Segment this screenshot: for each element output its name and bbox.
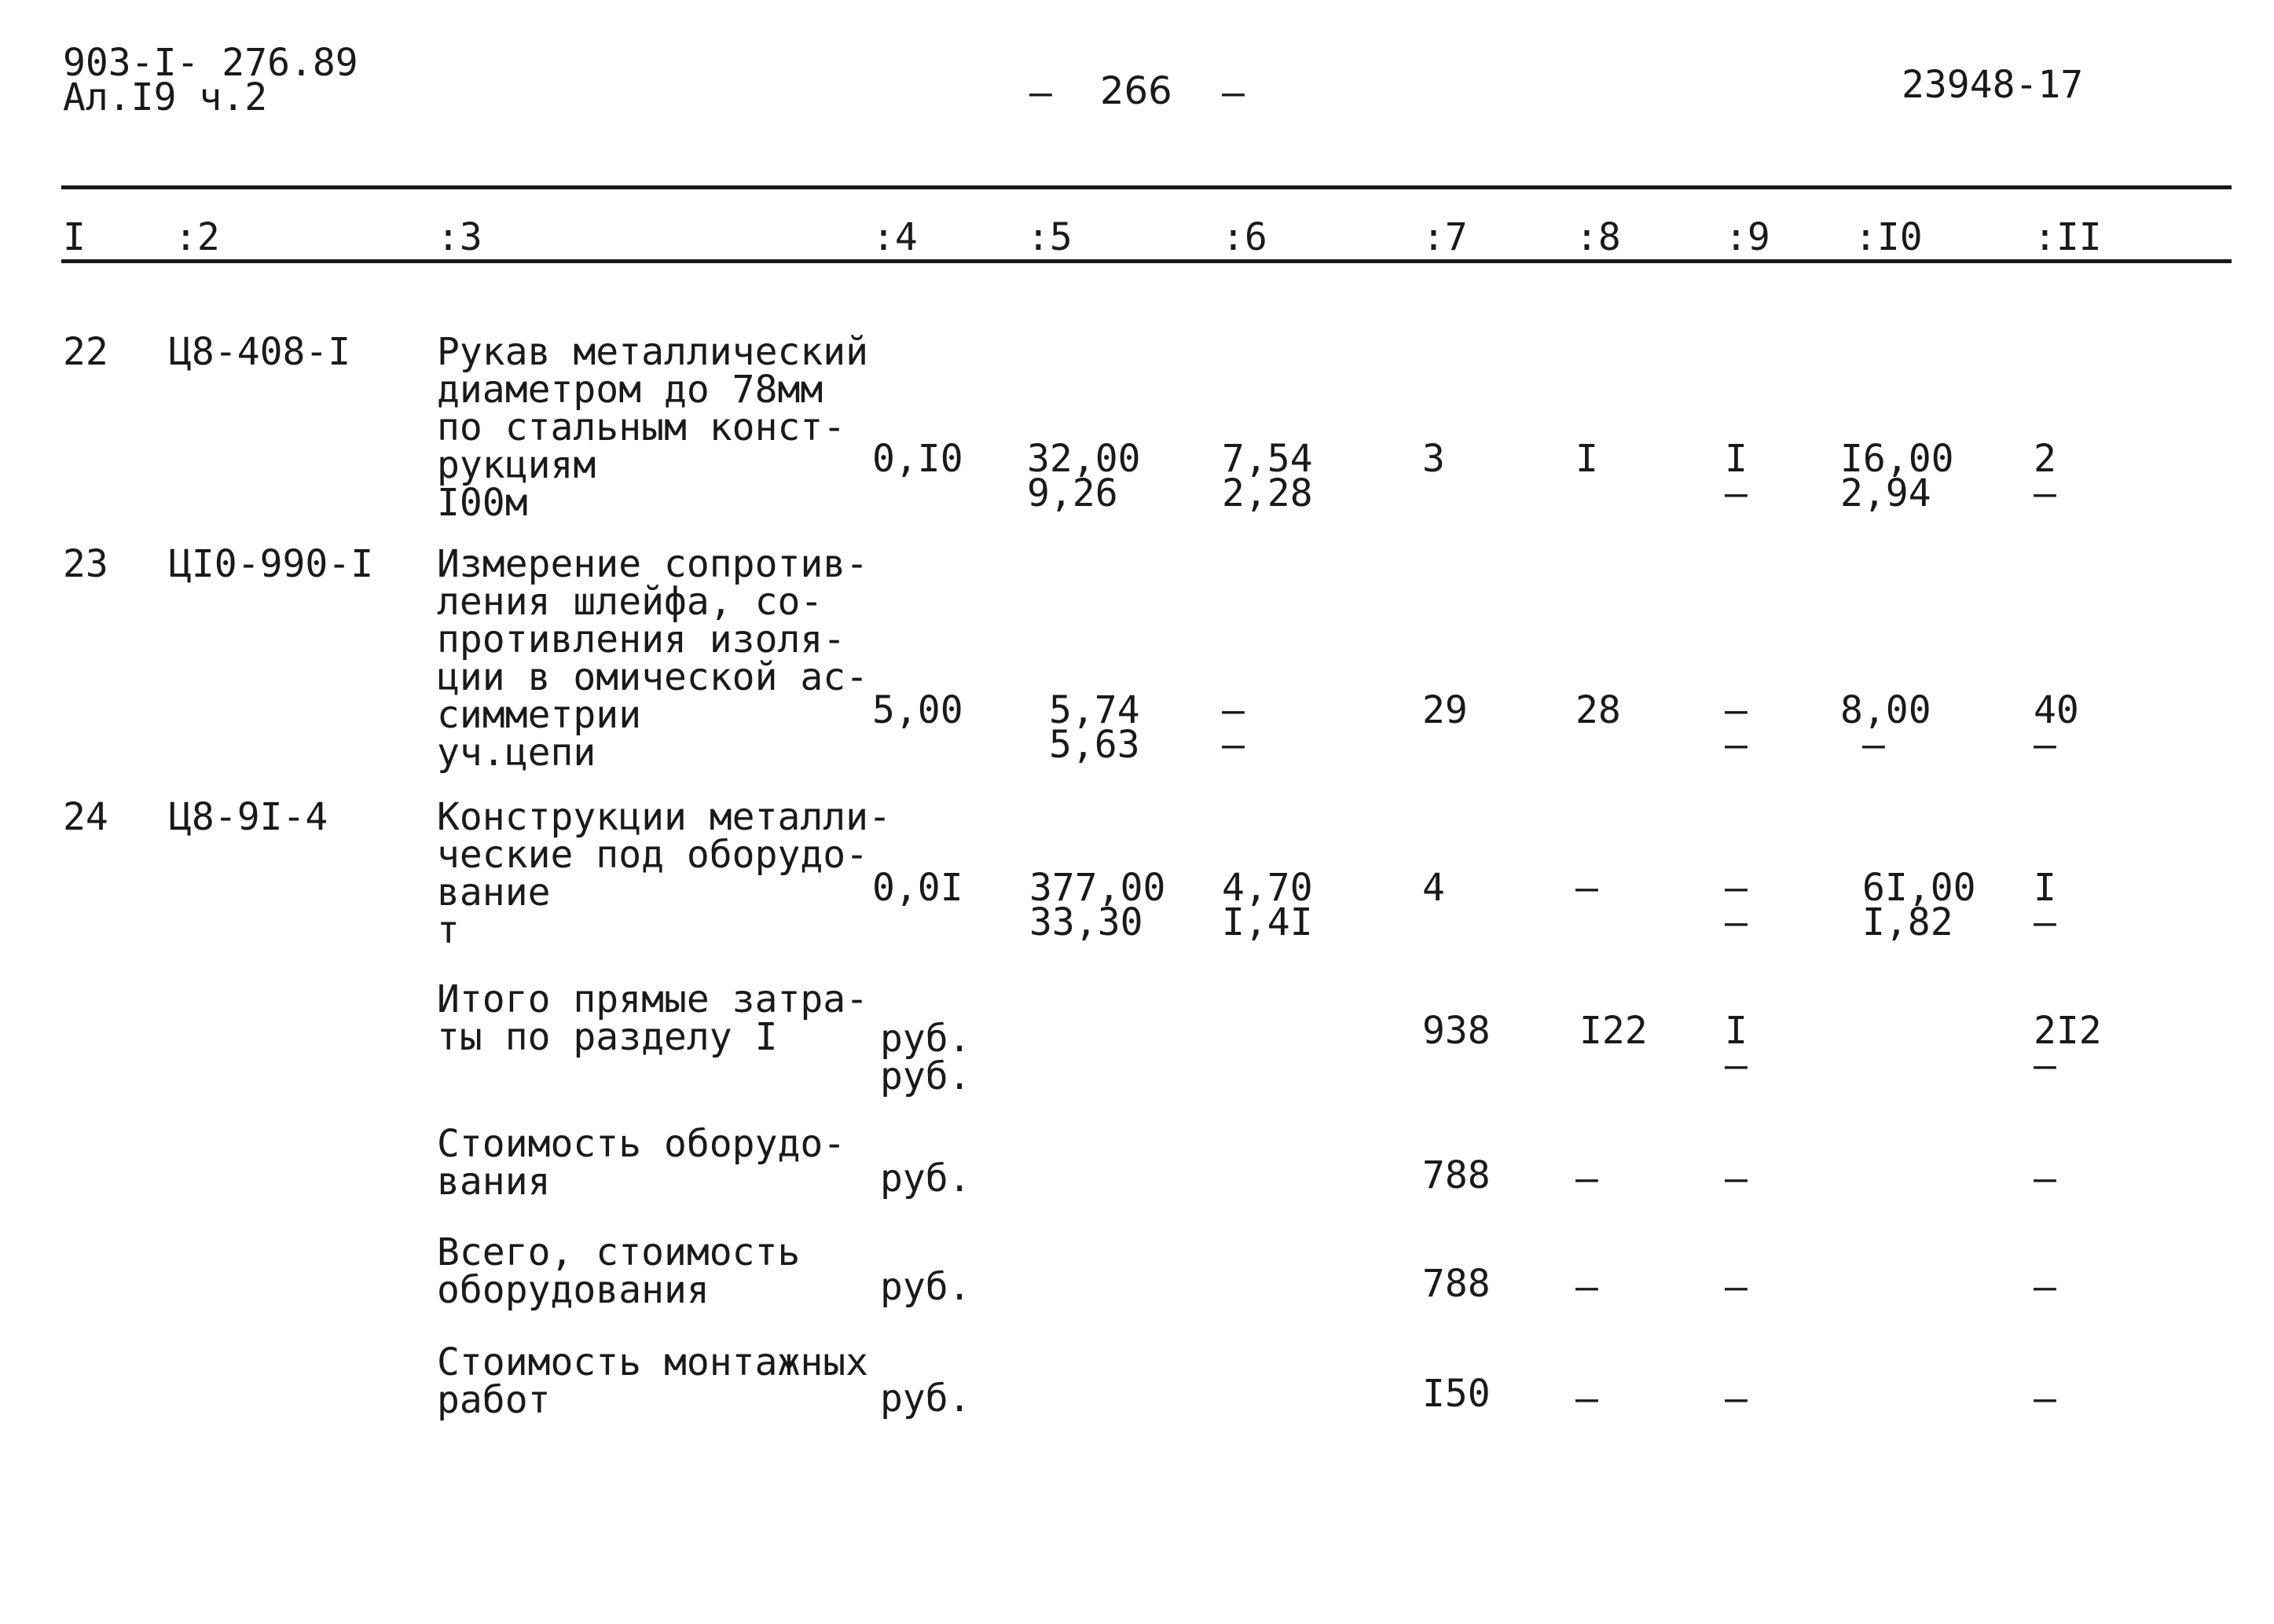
quantity: 5,00 — [872, 688, 963, 732]
machine-total: I — [1725, 437, 1748, 481]
machine-total: – — [1725, 866, 1748, 910]
col-header-5: :5 — [1027, 215, 1073, 259]
summary-unit: руб. — [880, 1265, 971, 1309]
summary-labor-machinist: – — [2034, 1043, 2056, 1087]
machine-total-wages: – — [1725, 900, 1748, 944]
total-wages: 28 — [1575, 688, 1621, 732]
summary-total-cost: 788 — [1422, 1262, 1491, 1306]
col-header-10: :I0 — [1854, 215, 1923, 259]
summary-total-cost: I50 — [1422, 1372, 1491, 1416]
summary-description: Всего, стоимость оборудования — [437, 1230, 801, 1312]
rate-code: Ц8-9I-4 — [169, 795, 328, 839]
row-number: 24 — [63, 795, 108, 839]
unit-cost-total: 5,74 — [1049, 688, 1140, 732]
col-header-6: :6 — [1222, 215, 1267, 259]
labor-total-machinist: – — [2034, 471, 2056, 515]
labor-total-machinist: – — [2034, 900, 2056, 944]
col-header-4: :4 — [872, 215, 918, 259]
unit-cost-total: 377,00 — [1029, 866, 1166, 910]
inventory-number: 23948-17 — [1902, 63, 2084, 107]
machine-wages: 2,28 — [1222, 471, 1313, 515]
page-number-dash-left: – — [1029, 71, 1052, 115]
rate-code: ЦI0-990-I — [169, 542, 374, 586]
summary-labor-total: – — [2034, 1265, 2056, 1309]
labor-total: 40 — [2034, 688, 2079, 732]
unit-cost-wages: 33,30 — [1029, 900, 1143, 944]
document-code: 903-I- 276.89 — [63, 41, 358, 85]
page-number-dash-right: – — [1222, 71, 1245, 115]
labor-unit-machinist: 2,94 — [1840, 471, 1931, 515]
album-reference: Ал.I9 ч.2 — [63, 75, 268, 119]
summary-unit: руб. руб. — [880, 1017, 971, 1098]
machine-total-wages: – — [1725, 471, 1748, 515]
machine-cost: – — [1222, 688, 1245, 732]
row-number: 23 — [63, 542, 108, 586]
labor-unit-machinist: I,82 — [1862, 900, 1953, 944]
labor-unit: 6I,00 — [1862, 866, 1976, 910]
machine-total-wages: – — [1725, 723, 1748, 767]
labor-unit: I6,00 — [1840, 437, 1954, 481]
col-header-9: :9 — [1725, 215, 1770, 259]
col-header-1: I — [63, 215, 86, 259]
col-header-3: :3 — [437, 215, 482, 259]
machine-total: – — [1725, 688, 1748, 732]
item-description: Измерение сопротив- ления шлейфа, со- противления изоля- ции в омической ас- симметрии уч.цепи — [437, 542, 869, 775]
summary-description: Стоимость монтажных работ — [437, 1340, 869, 1422]
summary-total-wages: – — [1575, 1157, 1598, 1201]
item-description: Конструкции металли- ческие под оборудо- вание т — [437, 795, 891, 952]
machine-cost: 7,54 — [1222, 437, 1313, 481]
summary-description: Стоимость оборудо- вания — [437, 1122, 846, 1204]
item-description: Рукав металлический диаметром до 78мм по стальным конст- рукциям I00м — [437, 330, 869, 525]
summary-labor-total: – — [2034, 1377, 2056, 1421]
summary-unit: руб. — [880, 1377, 971, 1421]
labor-total: I — [2034, 866, 2056, 910]
labor-unit-machinist: – — [1862, 723, 1885, 767]
labor-unit: 8,00 — [1840, 688, 1931, 732]
labor-total: 2 — [2034, 437, 2056, 481]
summary-labor-total: 2I2 — [2034, 1009, 2102, 1053]
row-number: 22 — [63, 330, 108, 374]
header-top-rule — [61, 185, 2232, 189]
total-wages: – — [1575, 866, 1598, 910]
summary-machine-total: – — [1725, 1265, 1748, 1309]
summary-total-cost: 788 — [1422, 1153, 1491, 1197]
summary-labor-total: – — [2034, 1157, 2056, 1201]
summary-total-cost: 938 — [1422, 1009, 1491, 1053]
summary-total-wages: I22 — [1579, 1009, 1648, 1053]
page-number: 266 — [1100, 69, 1172, 113]
col-header-8: :8 — [1575, 215, 1621, 259]
summary-machine-wages: – — [1725, 1043, 1748, 1087]
unit-cost-wages: 9,26 — [1027, 471, 1118, 515]
machine-wages: – — [1222, 723, 1245, 767]
summary-machine-total: – — [1725, 1377, 1748, 1421]
machine-wages: I,4I — [1222, 900, 1313, 944]
rate-code: Ц8-408-I — [169, 330, 351, 374]
total-cost: 29 — [1422, 688, 1468, 732]
summary-unit: руб. — [880, 1157, 971, 1201]
labor-total-machinist: – — [2034, 723, 2056, 767]
col-header-11: :II — [2034, 215, 2102, 259]
quantity: 0,I0 — [872, 437, 963, 481]
unit-cost-total: 32,00 — [1027, 437, 1141, 481]
unit-cost-wages: 5,63 — [1049, 723, 1140, 767]
col-header-2: :2 — [174, 215, 220, 259]
total-cost: 3 — [1422, 437, 1445, 481]
header-bottom-rule — [61, 259, 2232, 263]
machine-cost: 4,70 — [1222, 866, 1313, 910]
col-header-7: :7 — [1422, 215, 1468, 259]
total-wages: I — [1575, 437, 1598, 481]
quantity: 0,0I — [872, 866, 963, 910]
summary-machine-total: I — [1725, 1009, 1748, 1053]
summary-total-wages: – — [1575, 1377, 1598, 1421]
summary-description: Итого прямые затра- ты по разделу I — [437, 977, 869, 1059]
summary-total-wages: – — [1575, 1265, 1598, 1309]
summary-machine-total: – — [1725, 1157, 1748, 1201]
total-cost: 4 — [1422, 866, 1445, 910]
